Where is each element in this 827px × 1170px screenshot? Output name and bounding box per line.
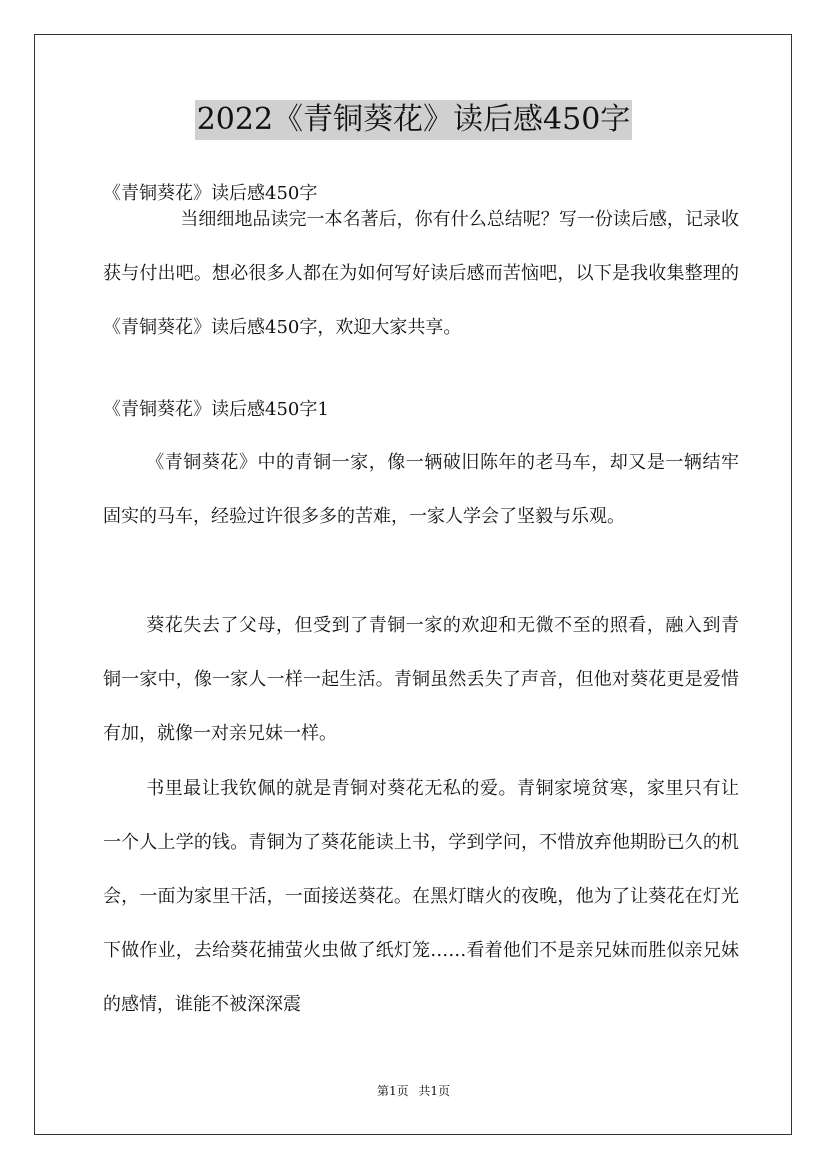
body-paragraph-2: 葵花失去了父母，但受到了青铜一家的欢迎和无微不至的照看，融入到青铜一家中，像一家人一样一起生活。青铜虽然丢失了声音，但他对葵花更是爱惜有加，就像一对亲兄妹一样。 (103, 615, 739, 744)
body-paragraph-1: 《青铜葵花》中的青铜一家，像一辆破旧陈年的老马车，却又是一辆结牢固实的马车，经验过许很多多的苦难，一家人学会了坚毅与乐观。 (103, 452, 739, 527)
document-subtitle: 《青铜葵花》读后感450字 (103, 183, 318, 204)
section-heading: 《青铜葵花》读后感450字1 (103, 399, 329, 420)
document-title: 2022《青铜葵花》读后感450字 (195, 100, 633, 140)
intro-paragraph: 当细细地品读完一本名著后，你有什么总结呢？写一份读后感，记录收获与付出吧。想必很多人都在为如何写好读后感而苦恼吧，以下是我收集整理的《青铜葵花》读后感450字，欢迎大家共享。 (103, 209, 739, 338)
page-footer (0, 1083, 827, 1099)
footer-page-current: 第1页 (376, 1084, 409, 1098)
body-paragraph-3: 书里最让我钦佩的就是青铜对葵花无私的爱。青铜家境贫寒，家里只有让一个人上学的钱。青铜为了葵花能读上书，学到学问，不惜放弃他期盼已久的机会，一面为家里干活，一面接送葵花。在黑灯瞎火的夜晚，他为了让葵花在灯光下做作业，去给葵花捕萤火虫做了纸灯笼……看着他们不是亲兄妹而胜似亲兄妹的感情，谁能不被深深震 (103, 778, 739, 1015)
title-container (0, 100, 827, 140)
footer-page-total: 共1页 (418, 1084, 451, 1098)
